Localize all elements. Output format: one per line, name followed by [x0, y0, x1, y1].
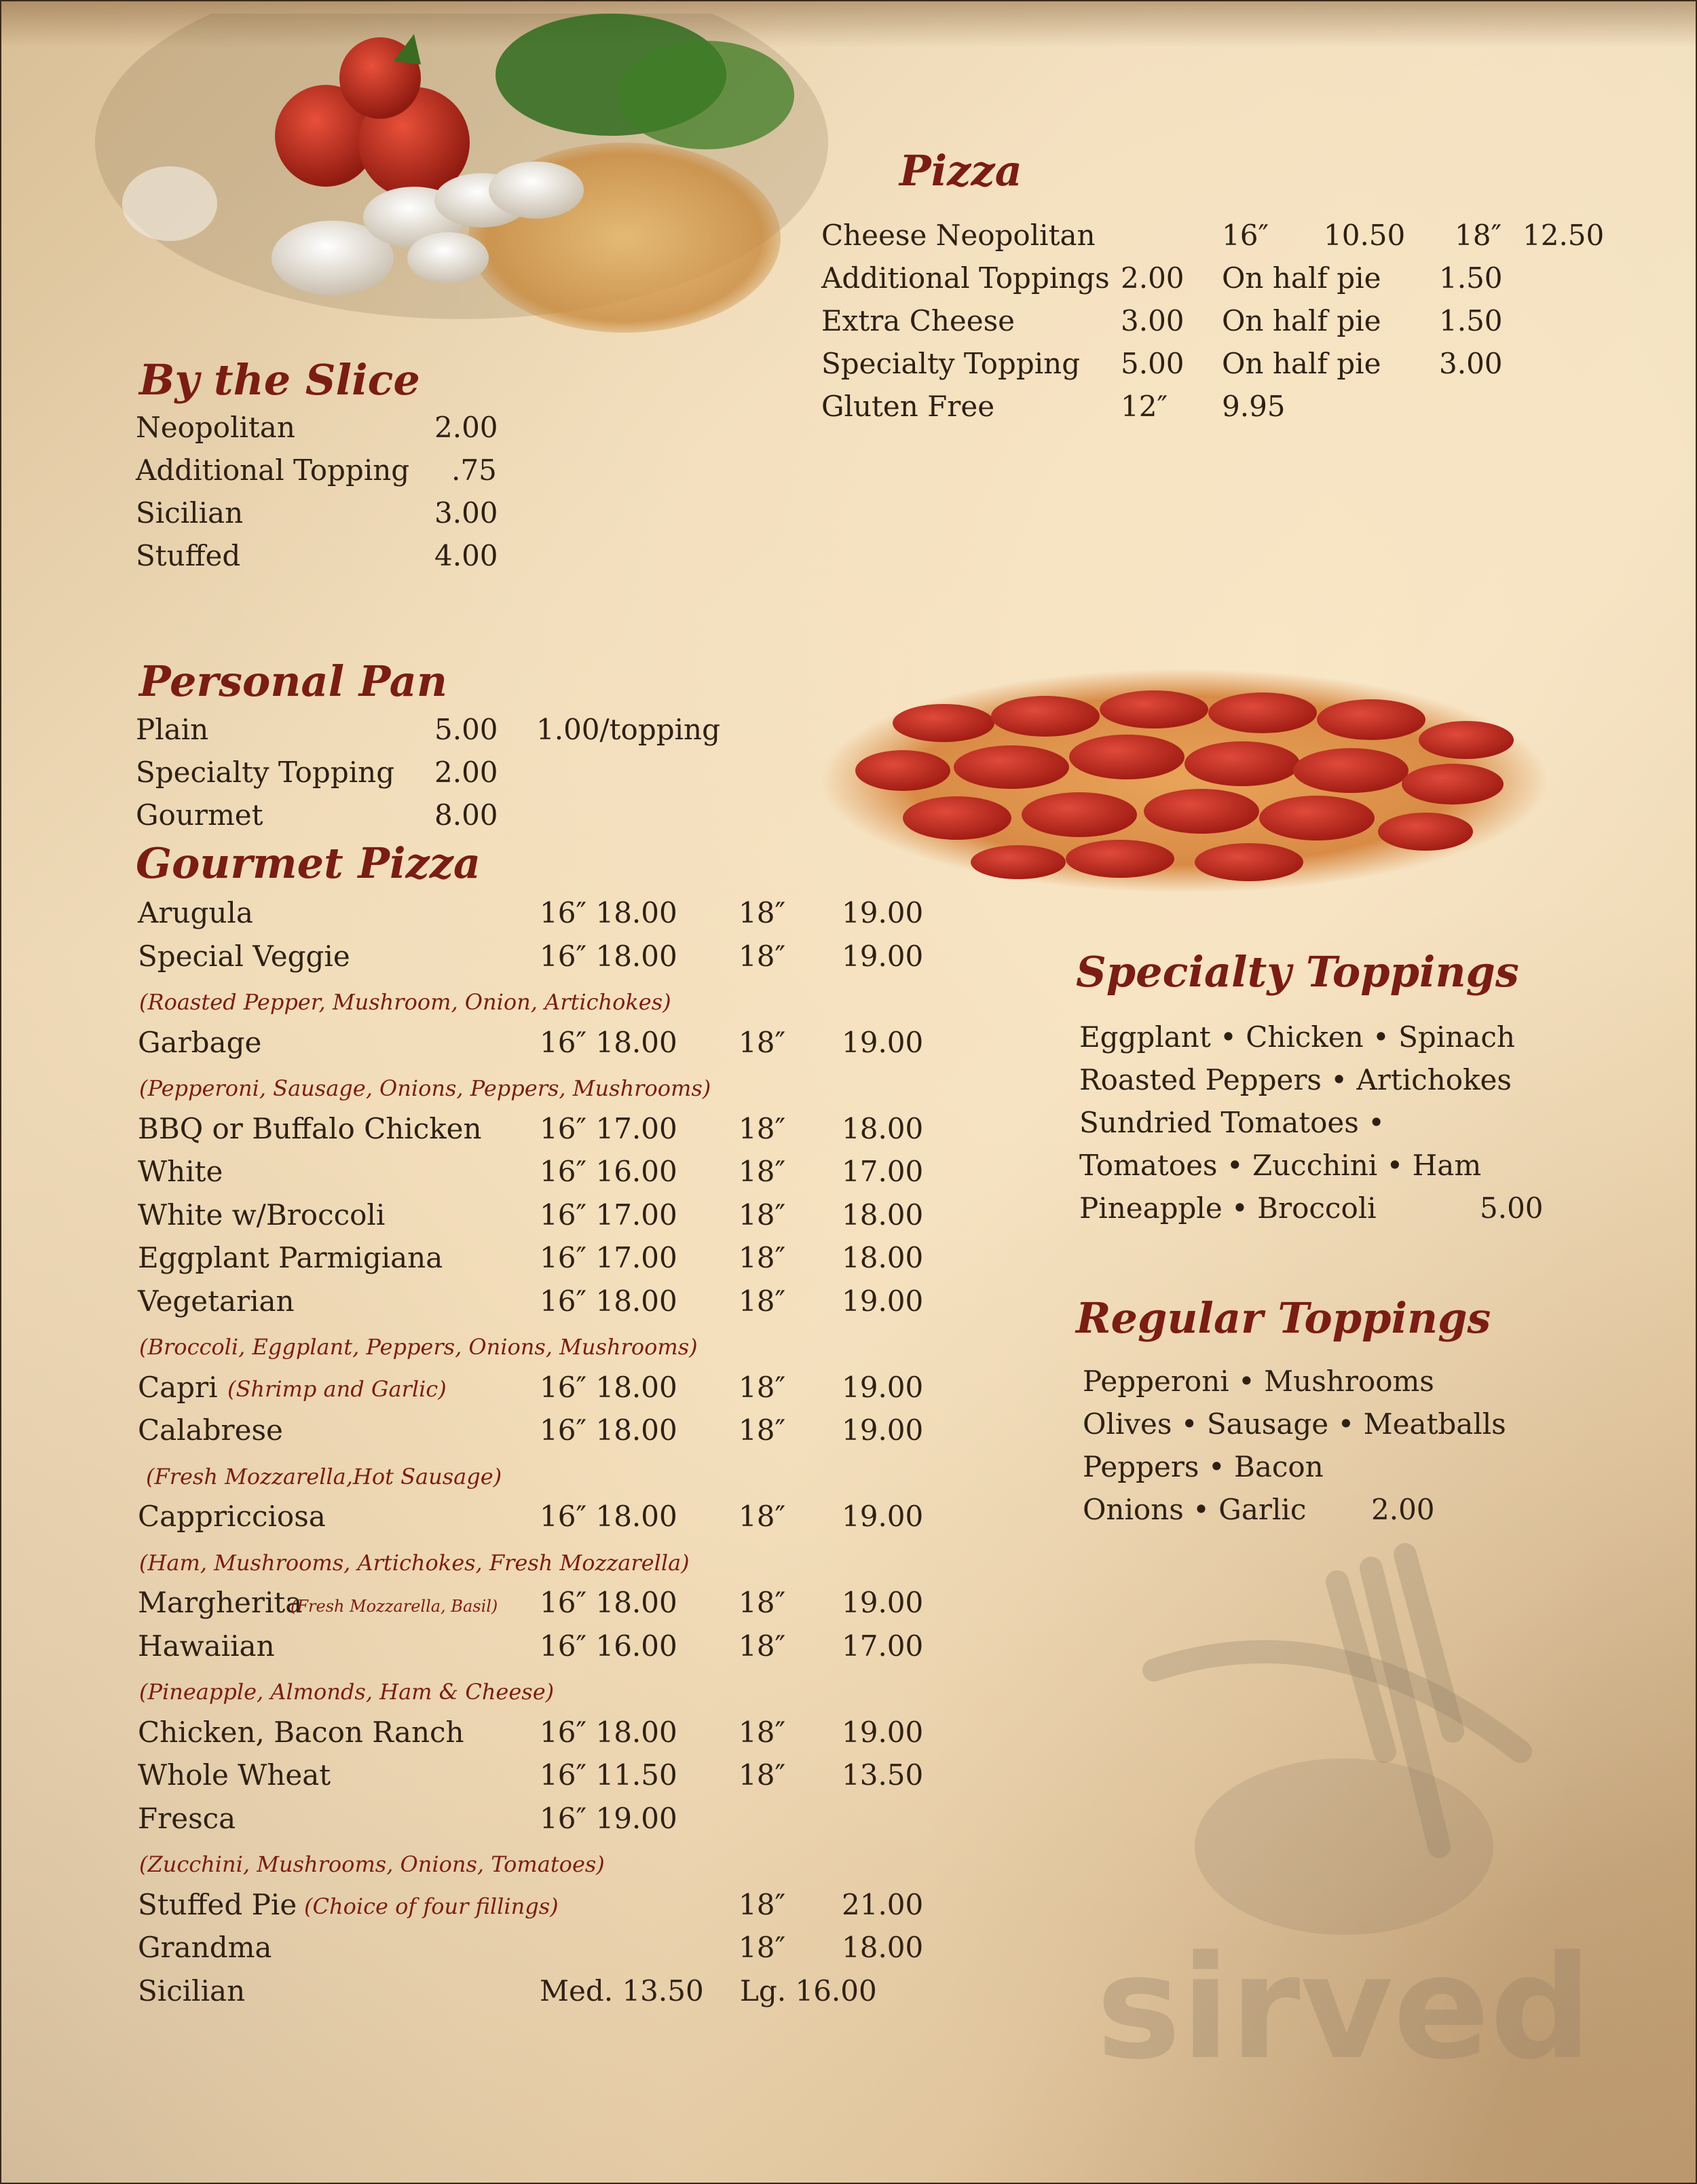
gourmet-item-name: Whole Wheat — [138, 1758, 331, 1792]
gourmet-item-16-price: 16″ 16.00 — [540, 1629, 677, 1663]
slice-heading: By the Slice — [139, 355, 420, 405]
gourmet-item-name: Fresca — [138, 1802, 236, 1835]
specialty-line-3: Tomatoes • Zucchini • Ham — [1079, 1149, 1482, 1182]
specialty-heading: Specialty Toppings — [1076, 947, 1519, 997]
pan-heading: Personal Pan — [139, 656, 447, 706]
gourmet-item-18-price: 19.00 — [842, 896, 924, 929]
gourmet-item-16-price: Med. 13.50 — [540, 1974, 704, 2007]
pizza-row-0-price18: 12.50 — [1523, 219, 1605, 252]
gourmet-item-description: (Fresh Mozzarella,Hot Sausage) — [146, 1464, 502, 1489]
gourmet-item-18-price: 18.00 — [842, 1198, 924, 1232]
gourmet-item-18-price: 19.00 — [842, 1716, 924, 1749]
gourmet-item-name: Grandma — [138, 1931, 272, 1964]
regular-line-0: Pepperoni • Mushrooms — [1083, 1365, 1434, 1398]
specialty-line-1: Roasted Peppers • Artichokes — [1079, 1063, 1512, 1096]
pizza-row-2-price: 3.00 — [1121, 304, 1185, 337]
pizza-heading: Pizza — [899, 146, 1022, 196]
slice-row-0-price: 2.00 — [434, 411, 498, 444]
gourmet-item-name: White w/Broccoli — [138, 1198, 386, 1232]
gourmet-item-18-size: 18″ — [739, 1241, 786, 1274]
pan-row-2-name: Gourmet — [136, 798, 263, 832]
gourmet-item-16-price: 16″ 16.00 — [540, 1155, 677, 1188]
pizza-row-2-name: Extra Cheese — [821, 304, 1015, 337]
pan-row-0-name: Plain — [136, 713, 209, 746]
gourmet-item-16-price: 16″ 17.00 — [540, 1112, 677, 1145]
gourmet-item-16-price: 16″ 19.00 — [540, 1802, 677, 1835]
gourmet-item-18-size: 18″ — [739, 1112, 786, 1145]
gourmet-item-name: Stuffed Pie — [138, 1888, 297, 1921]
gourmet-item-name: Vegetarian — [138, 1284, 295, 1318]
pan-row-0-price: 5.00 — [434, 713, 498, 746]
gourmet-item-18-size: 18″ — [739, 1931, 786, 1964]
slice-row-0-name: Neopolitan — [136, 411, 295, 444]
gourmet-item-18-price: 18.00 — [842, 1112, 924, 1145]
gourmet-item-18-price: 19.00 — [842, 1586, 924, 1619]
gourmet-item-name: Hawaiian — [138, 1629, 275, 1663]
watermark-text: sirved — [1096, 1925, 1592, 2091]
gourmet-item-18-size: 18″ — [739, 940, 786, 973]
gourmet-item-18-price: 19.00 — [842, 940, 924, 973]
gourmet-item-note: (Shrimp and Garlic) — [227, 1376, 447, 1402]
gourmet-item-description: (Broccoli, Eggplant, Peppers, Onions, Mushrooms) — [139, 1334, 698, 1360]
pan-row-1-name: Specialty Topping — [136, 756, 395, 789]
gourmet-item-16-price: 16″ 18.00 — [540, 1586, 677, 1619]
gourmet-item-note: (Choice of four fillings) — [304, 1893, 559, 1919]
gourmet-item-name: Capri — [138, 1371, 218, 1404]
gourmet-item-16-price: 16″ 18.00 — [540, 940, 677, 973]
regular-line-2: Peppers • Bacon — [1083, 1450, 1324, 1483]
pizza-row-4-size: 12″ — [1121, 390, 1168, 423]
gourmet-item-name: Eggplant Parmigiana — [138, 1241, 443, 1274]
regular-price: 2.00 — [1371, 1493, 1435, 1526]
pizza-row-2-halfprice: 1.50 — [1439, 304, 1503, 337]
gourmet-item-16-price: 16″ 18.00 — [540, 1284, 677, 1318]
gourmet-heading: Gourmet Pizza — [136, 838, 481, 888]
gourmet-item-18-size: 18″ — [739, 1629, 786, 1663]
slice-row-3-price: 4.00 — [434, 539, 498, 572]
pizza-row-1-price: 2.00 — [1121, 261, 1185, 295]
pizza-row-0-size16: 16″ — [1222, 219, 1269, 252]
specialty-price: 5.00 — [1480, 1191, 1544, 1225]
specialty-line-0: Eggplant • Chicken • Spinach — [1079, 1020, 1515, 1054]
slice-row-2-name: Sicilian — [136, 496, 244, 530]
pizza-row-0-name: Cheese Neopolitan — [821, 219, 1096, 252]
gourmet-item-18-size: 18″ — [739, 1026, 786, 1059]
regular-line-1: Olives • Sausage • Meatballs — [1083, 1407, 1506, 1441]
gourmet-item-16-price: 16″ 18.00 — [540, 1716, 677, 1749]
gourmet-item-16-price: 16″ 18.00 — [540, 1500, 677, 1533]
gourmet-item-note: (Fresh Mozzarella, Basil) — [291, 1597, 498, 1616]
gourmet-item-16-price: 16″ 18.00 — [540, 896, 677, 929]
regular-line-3: Onions • Garlic — [1083, 1493, 1307, 1526]
pizza-row-1-halfprice: 1.50 — [1439, 261, 1503, 295]
gourmet-item-18-size: 18″ — [739, 1716, 786, 1749]
gourmet-item-name: Calabrese — [138, 1413, 283, 1447]
pan-row-1-price: 2.00 — [434, 756, 498, 789]
gourmet-item-18-size: 18″ — [739, 1371, 786, 1404]
gourmet-item-18-price: 17.00 — [842, 1155, 924, 1188]
sirved-logo — [1086, 1528, 1602, 2111]
pizza-row-2-half: On half pie — [1222, 304, 1381, 337]
pizza-row-3-halfprice: 3.00 — [1439, 347, 1503, 380]
gourmet-item-name: Cappricciosa — [138, 1500, 326, 1533]
gourmet-item-16-price: 16″ 11.50 — [540, 1758, 677, 1792]
pizza-row-0-price16: 10.50 — [1324, 219, 1406, 252]
gourmet-item-18-price: 13.50 — [842, 1758, 924, 1792]
gourmet-item-18-price: 19.00 — [842, 1026, 924, 1059]
gourmet-item-18-price: 19.00 — [842, 1284, 924, 1318]
gourmet-item-description: (Roasted Pepper, Mushroom, Onion, Artichokes) — [139, 989, 671, 1015]
gourmet-item-16-price: 16″ 17.00 — [540, 1241, 677, 1274]
pepperoni-pizza-image — [821, 669, 1548, 900]
gourmet-item-18-price: 21.00 — [842, 1888, 924, 1921]
pizza-row-3-price: 5.00 — [1121, 347, 1185, 380]
vegetables-image — [95, 14, 828, 333]
gourmet-item-18-size: 18″ — [739, 1500, 786, 1533]
gourmet-item-16-price: 16″ 18.00 — [540, 1413, 677, 1447]
gourmet-item-18-price: 17.00 — [842, 1629, 924, 1663]
pan-row-0-extra: 1.00/topping — [536, 713, 720, 746]
specialty-line-2: Sundried Tomatoes • — [1079, 1106, 1385, 1139]
regular-heading: Regular Toppings — [1076, 1293, 1491, 1343]
slice-row-2-price: 3.00 — [434, 496, 498, 530]
gourmet-item-18-size: 18″ — [739, 1758, 786, 1792]
gourmet-item-18-size: 18″ — [739, 1888, 786, 1921]
gourmet-item-name: Margherita — [138, 1586, 303, 1619]
gourmet-item-description: (Pepperoni, Sausage, Onions, Peppers, Mushrooms) — [139, 1075, 711, 1101]
gourmet-item-name: Arugula — [138, 896, 253, 929]
gourmet-item-description: (Pineapple, Almonds, Ham & Cheese) — [139, 1679, 555, 1705]
gourmet-item-18-price: 19.00 — [842, 1500, 924, 1533]
pizza-row-1-name: Additional Toppings — [821, 261, 1110, 295]
pizza-row-4-price: 9.95 — [1222, 390, 1286, 423]
gourmet-item-name: BBQ or Buffalo Chicken — [138, 1112, 482, 1145]
slice-row-1-name: Additional Topping — [136, 454, 410, 487]
gourmet-item-name: Chicken, Bacon Ranch — [138, 1716, 464, 1749]
pan-row-2-price: 8.00 — [434, 798, 498, 832]
pizza-row-0-size18: 18″ — [1455, 219, 1502, 252]
gourmet-item-18-size: Lg. 16.00 — [740, 1974, 877, 2007]
gourmet-item-18-size: 18″ — [739, 1284, 786, 1318]
gourmet-item-name: Special Veggie — [138, 940, 350, 973]
gourmet-item-18-size: 18″ — [739, 1413, 786, 1447]
gourmet-item-18-price: 18.00 — [842, 1931, 924, 1964]
gourmet-item-18-size: 18″ — [739, 1586, 786, 1619]
gourmet-item-16-price: 16″ 18.00 — [540, 1371, 677, 1404]
gourmet-item-18-price: 19.00 — [842, 1413, 924, 1447]
gourmet-item-18-size: 18″ — [739, 1198, 786, 1232]
gourmet-item-16-price: 16″ 18.00 — [540, 1026, 677, 1059]
pizza-row-3-name: Specialty Topping — [821, 347, 1081, 380]
slice-row-3-name: Stuffed — [136, 539, 241, 572]
gourmet-item-18-price: 18.00 — [842, 1241, 924, 1274]
gourmet-item-description: (Ham, Mushrooms, Artichokes, Fresh Mozzarella) — [139, 1550, 690, 1576]
pizza-row-4-name: Gluten Free — [821, 390, 995, 423]
gourmet-item-name: White — [138, 1155, 223, 1188]
gourmet-item-18-size: 18″ — [739, 1155, 786, 1188]
gourmet-item-18-size: 18″ — [739, 896, 786, 929]
pizza-row-1-half: On half pie — [1222, 261, 1381, 295]
specialty-line-4: Pineapple • Broccoli — [1079, 1191, 1377, 1225]
gourmet-item-name: Garbage — [138, 1026, 262, 1059]
pizza-row-3-half: On half pie — [1222, 347, 1381, 380]
gourmet-item-description: (Zucchini, Mushrooms, Onions, Tomatoes) — [139, 1851, 605, 1877]
slice-row-1-price: .75 — [451, 454, 497, 487]
gourmet-item-16-price: 16″ 17.00 — [540, 1198, 677, 1232]
gourmet-item-name: Sicilian — [138, 1974, 246, 2007]
gourmet-item-18-price: 19.00 — [842, 1371, 924, 1404]
